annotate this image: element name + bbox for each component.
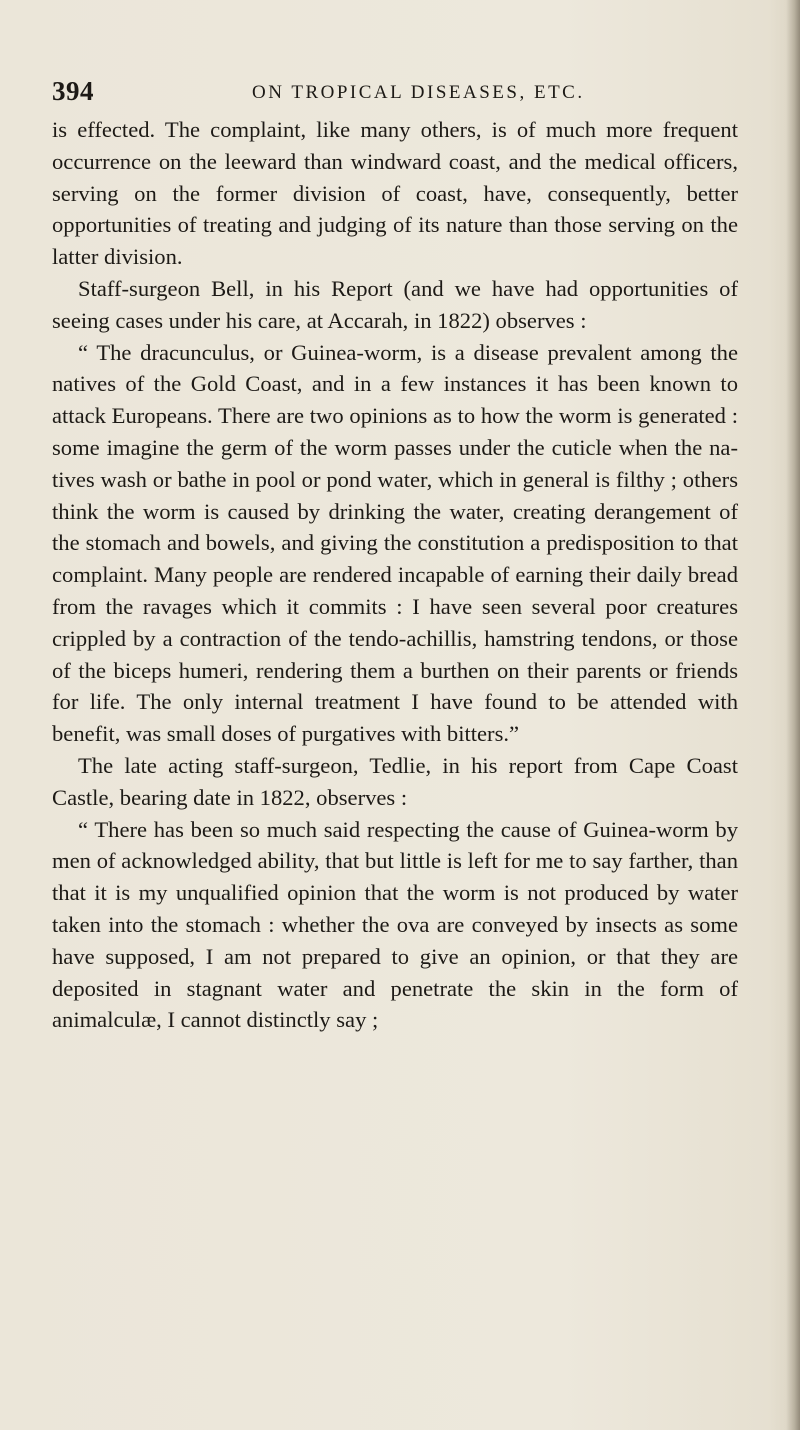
paragraph-continuation: is effected. The complaint, like many others, is of much more frequent occurrence on the leeward than windward coast, and the medical officers, serving on the former division of coast, have, consequently, better opportunities of treating and judging of its nature than those serving on the latter division. xyxy=(52,117,738,270)
body-text xyxy=(52,114,738,1036)
paragraph-bell-quote: “ The dracunculus, or Guinea-worm, is a disease prevalent among the natives of the Gold Coast, and in a few instances it has been known to attack Europeans. There are two opinions as to how the worm is generated : some imagine the germ of the worm passes under the cuticle when the natives wash or bathe in pool or pond water, which in general is filthy ; others think the worm is caused by drinking the water, creating derangement of the stomach and bowels, and giving the constitution a predisposition to that complaint. Many people are rendered incapable of earning their daily bread from the ravages which it commits : I have seen several poor creatures crippled by a contraction of the tendo-achillis, hamstring tendons, or those of the biceps humeri, rendering them a burthen on their parents or friends for life. The only internal treatment I have found to be attended with benefit, was small doses of purgatives with bitters.” xyxy=(52,339,738,747)
page-number: 394 xyxy=(52,76,94,106)
paragraph-tedlie-intro: The late acting staff-surgeon, Tedlie, in his report from Cape Coast Castle, bearing date in 1822, observes : xyxy=(52,752,738,810)
page-edge-shadow xyxy=(786,0,800,1430)
running-title: ON TROPICAL DISEASES, ETC. xyxy=(252,82,585,103)
running-head xyxy=(52,76,752,116)
paragraph-tedlie-quote: “ There has been so much said respecting the cause of Guinea-worm by men of acknowledged ability, that but little is left for me to say farther, than that it is my unqualified opinion that the worm is not produced by water taken into the stomach : whether the ova are conveyed by insects as some have supposed, I am not prepared to give an opinion, or that they are deposited in stagnant water and penetrate the skin in the form of animalculæ, I cannot distinctly say ; xyxy=(52,816,738,1033)
paragraph-bell-intro: Staff-surgeon Bell, in his Report (and we have had opportunities of seeing cases under his care, at Accarah, in 1822) observes : xyxy=(52,275,738,333)
